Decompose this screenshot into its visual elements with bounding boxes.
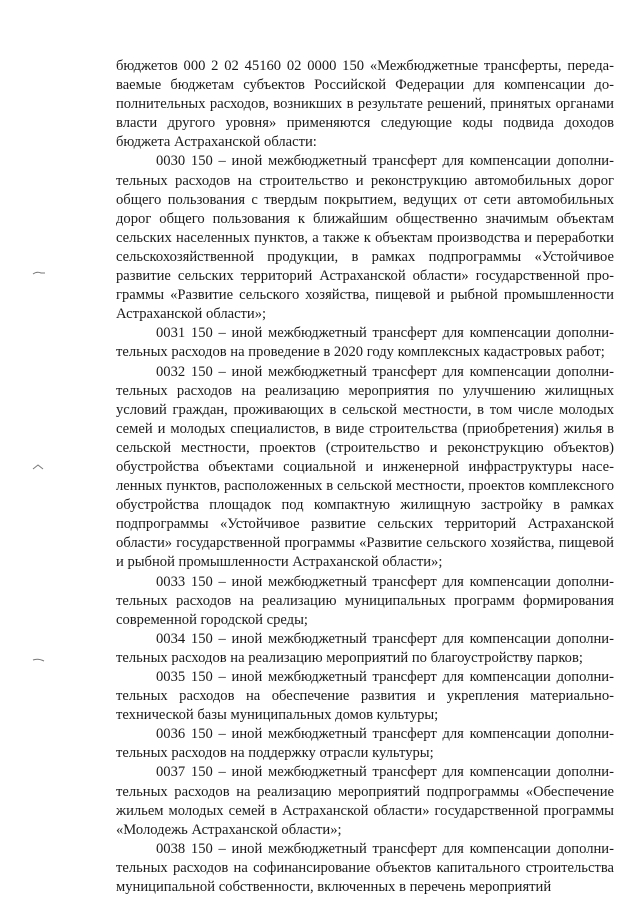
body-text xyxy=(116,57,614,897)
paragraph-code-0032: 0032 150 – иной межбюджетный трансферт для компенсации дополнительных расходов на реализацию мероприятия по улучшению жилищных условий граждан, проживающих в сельской местности, в том числе молодых семей и молодых специалистов, в виде строительства (приобретения) жилья в сельской местности, проектов (строительство и реконструкцию объектов) обустройства объектами социальной и инженерной инфраструктуры населенных пунктов, расположенных в сельской местности, проектов комплексного обустройства площадок под компактную жилищную застройку в рамках подпрограммы «Устойчивое развитие сельских территорий Астраханской области» государственной программы «Развитие сельского хозяйства, пищевой и рыбной промышленности Астраханской области»; xyxy=(116,363,614,571)
paragraph-code-0036: 0036 150 – иной межбюджетный трансферт для компенсации дополнительных расходов на поддержку отрасли культуры; xyxy=(116,726,614,762)
paragraph-code-0037: 0037 150 – иной межбюджетный трансферт для компенсации дополнительных расходов на реализацию мероприятий подпрограммы «Обеспечение жильем молодых семей в Астраханской области» государственной программы «Молодежь Астраханской области»; xyxy=(116,764,614,838)
paragraph-code-0035: 0035 150 – иной межбюджетный трансферт для компенсации дополнительных расходов на обеспечение развития и укрепления материально-технической базы муниципальных домов культуры; xyxy=(116,669,614,724)
paragraph-code-0034: 0034 150 – иной межбюджетный трансферт для компенсации дополнительных расходов на реализацию мероприятий по благоустройству парков; xyxy=(116,630,614,666)
paragraph: бюджетов 000 2 02 45160 02 0000 150 «Межбюджетные трансферты, передаваемые бюджетам субъектов Российской Федерации для компенсации дополнительных расходов, возникших в результате решений, принятых органами власти другого уровня» применяются следующие коды подвида доходов бюджета Астраханской области: xyxy=(116,58,614,151)
paragraph-code-0030: 0030 150 – иной межбюджетный трансферт для компенсации дополнительных расходов на строительство и реконструкцию автомобильных дорог общего пользования с твердым покрытием, ведущих от сети автомобильных дорог общего пользования к ближайшим общественно значимым объектам сельских населенных пунктов, а также к объектам производства и переработки сельскохозяйственной продукции, в рамках подпрограммы «Устойчивое развитие сельских территорий Астраханской области» государственной программы «Развитие сельского хозяйства, пищевой и рыбной промышленности Астраханской области»; xyxy=(116,153,614,323)
scan-mark xyxy=(32,464,46,470)
scan-mark xyxy=(32,270,46,276)
scan-mark xyxy=(32,658,46,664)
paragraph-code-0033: 0033 150 – иной межбюджетный трансферт для компенсации дополнительных расходов на реализацию муниципальных программ формирования современной городской среды; xyxy=(116,573,614,628)
paragraph-code-0031: 0031 150 – иной межбюджетный трансферт для компенсации дополнительных расходов на проведение в 2020 году комплексных кадастровых работ; xyxy=(116,325,614,361)
paragraph-code-0038: 0038 150 – иной межбюджетный трансферт для компенсации дополнительных расходов на софинансирование объектов капитального строительства муниципальной собственности, включенных в перечень мероприятий xyxy=(116,840,614,896)
